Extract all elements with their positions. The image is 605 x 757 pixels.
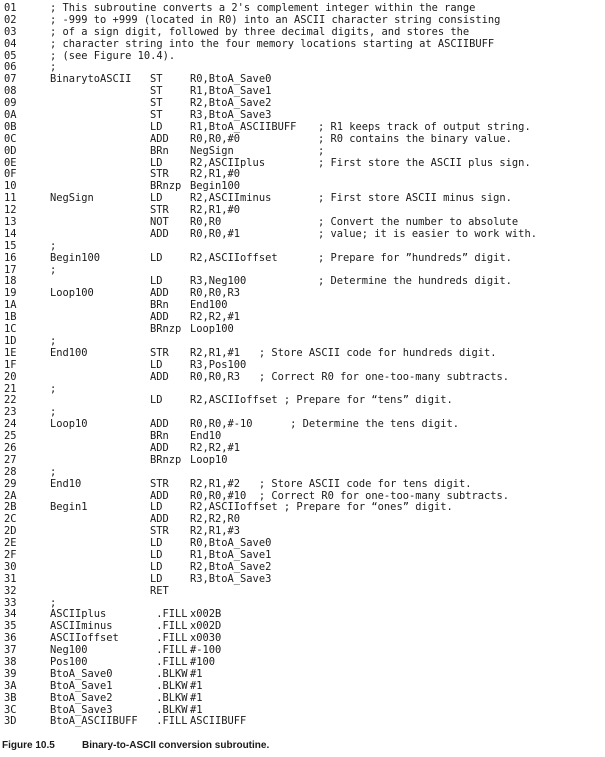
opcode: ADD <box>150 287 169 300</box>
code-label: Neg100 <box>50 644 88 657</box>
line-number: 2C <box>4 513 17 526</box>
line-number: 19 <box>4 287 17 300</box>
operands: R2,BtoA_Save2 <box>190 560 272 573</box>
line-number: 29 <box>4 477 17 490</box>
comment-line: ; <box>50 239 57 252</box>
opcode: ADD <box>150 489 169 502</box>
line-number: 36 <box>4 632 17 645</box>
code-line <box>4 574 537 586</box>
opcode: STR <box>150 346 169 359</box>
code-label: ASCIIplus <box>50 608 107 621</box>
operands: x0030 <box>190 632 222 645</box>
code-line <box>4 693 537 705</box>
opcode: ST <box>150 97 163 110</box>
inline-comment: ; R0 contains the binary value. <box>318 132 512 145</box>
code-line <box>4 324 537 336</box>
line-number: 23 <box>4 406 17 419</box>
code-line <box>4 443 537 455</box>
line-number: 2F <box>4 548 17 561</box>
inline-comment: ; <box>318 144 325 157</box>
operands: R0,BtoA_Save0 <box>190 73 272 86</box>
code-label: BtoA_ASCIIBUFF <box>50 715 138 728</box>
operands: ASCIIBUFF <box>190 715 247 728</box>
opcode: NOT <box>150 216 169 229</box>
comment-line: ; -999 to +999 (located in R0) into an ASCII character string consisting <box>50 13 501 26</box>
line-number: 21 <box>4 382 17 395</box>
opcode: BRn <box>150 430 169 443</box>
operands: R3,Pos100 <box>190 358 247 371</box>
code-line <box>4 716 537 728</box>
operands: R0,R0 <box>190 216 222 229</box>
opcode: .FILL <box>150 644 188 657</box>
opcode: ADD <box>150 132 169 145</box>
line-number: 3A <box>4 679 17 692</box>
code-label: Begin1 <box>50 501 88 514</box>
code-line <box>4 51 537 63</box>
opcode: LD <box>150 156 163 169</box>
code-line <box>4 669 537 681</box>
code-label: Pos100 <box>50 655 88 668</box>
comment-line: ; <box>50 465 57 478</box>
operands: Loop100 <box>190 323 234 336</box>
operands: R2,ASCIIplus <box>190 156 266 169</box>
operands: x002D <box>190 620 222 633</box>
code-line <box>4 122 537 134</box>
opcode: ST <box>150 85 163 98</box>
code-line <box>4 455 537 467</box>
line-number: 0A <box>4 109 17 122</box>
operands: R0,R0,#1 <box>190 227 241 240</box>
code-label: BtoA_Save3 <box>50 703 113 716</box>
line-number: 16 <box>4 251 17 264</box>
figure-number: Figure 10.5 <box>2 740 55 751</box>
opcode: ADD <box>150 441 169 454</box>
line-number: 3B <box>4 691 17 704</box>
operands: End100 <box>190 299 228 312</box>
comment-line: ; of a sign digit, followed by three decimal digits, and stores the <box>50 25 470 38</box>
line-number: 0F <box>4 168 17 181</box>
code-label: End10 <box>50 477 82 490</box>
opcode: LD <box>150 358 163 371</box>
line-number: 2A <box>4 489 17 502</box>
code-line <box>4 253 537 265</box>
line-number: 25 <box>4 430 17 443</box>
code-label: Loop10 <box>50 418 88 431</box>
operands: R2,R2,R0 <box>190 513 241 526</box>
opcode: .FILL <box>150 608 188 621</box>
line-number: 0D <box>4 144 17 157</box>
opcode: ADD <box>150 418 169 431</box>
code-line <box>4 158 537 170</box>
opcode: LD <box>150 560 163 573</box>
operands: R2,ASCIIminus <box>190 192 272 205</box>
opcode: STR <box>150 525 169 538</box>
operands: #1 <box>190 667 203 680</box>
opcode: BRn <box>150 144 169 157</box>
operands: R2,ASCIIoffset <box>190 251 278 264</box>
line-number: 06 <box>4 61 17 74</box>
line-number: 0E <box>4 156 17 169</box>
line-number: 28 <box>4 465 17 478</box>
line-number: 27 <box>4 453 17 466</box>
comment-line: ; <box>50 596 57 609</box>
code-line <box>4 169 537 181</box>
line-number: 2D <box>4 525 17 538</box>
operands: R2,R1,#1 ; Store ASCII code for hundreds digit. <box>190 346 497 359</box>
operands: R2,ASCIIoffset ; Prepare for “ones” digit. <box>190 501 453 514</box>
code-line <box>4 348 537 360</box>
line-number: 01 <box>4 2 17 14</box>
line-number: 04 <box>4 37 17 50</box>
operands: R2,R2,#1 <box>190 441 241 454</box>
figure-caption <box>2 740 269 751</box>
code-line <box>4 419 537 431</box>
line-number: 38 <box>4 655 17 668</box>
operands: Loop10 <box>190 453 228 466</box>
operands: R2,ASCIIoffset ; Prepare for “tens” digit. <box>190 394 453 407</box>
line-number: 30 <box>4 560 17 573</box>
line-number: 13 <box>4 216 17 229</box>
line-number: 33 <box>4 596 17 609</box>
opcode: LD <box>150 394 163 407</box>
opcode: LD <box>150 192 163 205</box>
inline-comment: ; R1 keeps track of output string. <box>318 120 531 133</box>
opcode: .FILL <box>150 632 188 645</box>
operands: R2,R1,#3 <box>190 525 241 538</box>
code-label: Begin100 <box>50 251 101 264</box>
opcode: .BLKW <box>150 703 188 716</box>
opcode: RET <box>150 584 169 597</box>
line-number: 1F <box>4 358 17 371</box>
line-number: 12 <box>4 204 17 217</box>
opcode: ADD <box>150 513 169 526</box>
operands: R2,R1,#0 <box>190 168 241 181</box>
operands: R2,R2,#1 <box>190 311 241 324</box>
operands: R0,BtoA_Save0 <box>190 537 272 550</box>
operands: R3,BtoA_Save3 <box>190 109 272 122</box>
operands: NegSign <box>190 144 234 157</box>
line-number: 1A <box>4 299 17 312</box>
operands: Begin100 <box>190 180 241 193</box>
comment-line: ; <box>50 406 57 419</box>
line-number: 1D <box>4 334 17 347</box>
operands: x002B <box>190 608 222 621</box>
line-number: 32 <box>4 584 17 597</box>
code-line <box>4 229 537 241</box>
line-number: 11 <box>4 192 17 205</box>
inline-comment: ; Prepare for ”hundreds” digit. <box>318 251 512 264</box>
line-number: 10 <box>4 180 17 193</box>
comment-line: ; <box>50 334 57 347</box>
code-line <box>4 502 537 514</box>
opcode: ADD <box>150 227 169 240</box>
line-number: 05 <box>4 49 17 62</box>
code-line <box>4 241 537 253</box>
line-number: 39 <box>4 667 17 680</box>
line-number: 24 <box>4 418 17 431</box>
figure-title: Binary-to-ASCII conversion subroutine. <box>82 740 270 751</box>
code-line <box>4 586 537 598</box>
operands: R0,R0,#0 <box>190 132 241 145</box>
operands: End10 <box>190 430 222 443</box>
code-line <box>4 15 537 27</box>
operands: R3,Neg100 <box>190 275 247 288</box>
line-number: 1E <box>4 346 17 359</box>
opcode: STR <box>150 204 169 217</box>
code-line <box>4 360 537 372</box>
line-number: 3D <box>4 715 17 728</box>
operands: #-100 <box>190 644 222 657</box>
opcode: ADD <box>150 311 169 324</box>
operands: #1 <box>190 679 203 692</box>
opcode: .BLKW <box>150 691 188 704</box>
inline-comment: ; Convert the number to absolute <box>318 216 519 229</box>
line-number: 0B <box>4 120 17 133</box>
operands: R2,R1,#2 ; Store ASCII code for tens digit. <box>190 477 472 490</box>
code-label: End100 <box>50 346 88 359</box>
code-line <box>4 300 537 312</box>
comment-line: ; (see Figure 10.4). <box>50 49 176 62</box>
line-number: 3C <box>4 703 17 716</box>
opcode: ADD <box>150 370 169 383</box>
code-line <box>4 479 537 491</box>
operands: R0,R0,R3 <box>190 287 241 300</box>
opcode: LD <box>150 275 163 288</box>
code-label: BtoA_Save2 <box>50 691 113 704</box>
inline-comment: ; First store the ASCII plus sign. <box>318 156 531 169</box>
code-label: ASCIIminus <box>50 620 113 633</box>
line-number: 2B <box>4 501 17 514</box>
comment-line: ; This subroutine converts a 2's complement integer within the range <box>50 2 476 14</box>
line-number: 07 <box>4 73 17 86</box>
line-number: 22 <box>4 394 17 407</box>
opcode: .FILL <box>150 715 188 728</box>
code-line <box>4 27 537 39</box>
line-number: 1B <box>4 311 17 324</box>
opcode: LD <box>150 120 163 133</box>
opcode: STR <box>150 168 169 181</box>
code-label: BinarytoASCII <box>50 73 132 86</box>
code-line <box>4 514 537 526</box>
line-number: 02 <box>4 13 17 26</box>
opcode: LD <box>150 251 163 264</box>
code-label: Loop100 <box>50 287 94 300</box>
inline-comment: ; Determine the hundreds digit. <box>318 275 512 288</box>
opcode: ST <box>150 73 163 86</box>
code-line <box>4 681 537 693</box>
line-number: 09 <box>4 97 17 110</box>
comment-line: ; <box>50 263 57 276</box>
code-line <box>4 288 537 300</box>
opcode: BRnzp <box>150 323 182 336</box>
code-line <box>4 395 537 407</box>
opcode: BRn <box>150 299 169 312</box>
code-label: BtoA_Save0 <box>50 667 113 680</box>
line-number: 18 <box>4 275 17 288</box>
comment-line: ; character string into the four memory locations starting at ASCIIBUFF <box>50 37 495 50</box>
opcode: .FILL <box>150 655 188 668</box>
operands: R1,BtoA_Save1 <box>190 85 272 98</box>
line-number: 26 <box>4 441 17 454</box>
code-line <box>4 372 537 384</box>
line-number: 34 <box>4 608 17 621</box>
line-number: 2E <box>4 537 17 550</box>
opcode: LD <box>150 537 163 550</box>
opcode: BRnzp <box>150 180 182 193</box>
operands: R1,BtoA_ASCIIBUFF <box>190 120 297 133</box>
operands: R0,R0,#10 ; Correct R0 for one-too-many subtracts. <box>190 489 510 502</box>
code-line <box>4 562 537 574</box>
opcode: .BLKW <box>150 679 188 692</box>
opcode: LD <box>150 501 163 514</box>
comment-line: ; <box>50 382 57 395</box>
line-number: 35 <box>4 620 17 633</box>
comment-line: ; <box>50 61 57 74</box>
code-line <box>4 467 537 479</box>
code-label: BtoA_Save1 <box>50 679 113 692</box>
code-line <box>4 146 537 158</box>
operands: #100 <box>190 655 216 668</box>
inline-comment: ; First store ASCII minus sign. <box>318 192 512 205</box>
operands: #1 <box>190 691 203 704</box>
opcode: STR <box>150 477 169 490</box>
operands: R3,BtoA_Save3 <box>190 572 272 585</box>
inline-comment: ; value; it is easier to work with. <box>318 227 537 240</box>
line-number: 20 <box>4 370 17 383</box>
operands: R2,BtoA_Save2 <box>190 97 272 110</box>
line-number: 15 <box>4 239 17 252</box>
line-number: 08 <box>4 85 17 98</box>
line-number: 14 <box>4 227 17 240</box>
line-number: 31 <box>4 572 17 585</box>
line-number: 37 <box>4 644 17 657</box>
code-line <box>4 431 537 443</box>
opcode: LD <box>150 548 163 561</box>
line-number: 03 <box>4 25 17 38</box>
operands: #1 <box>190 703 203 716</box>
operands: R0,R0,#-10 ; Determine the tens digit. <box>190 418 459 431</box>
operands: R1,BtoA_Save1 <box>190 548 272 561</box>
line-number: 1C <box>4 323 17 336</box>
code-line <box>4 193 537 205</box>
operands: R2,R1,#0 <box>190 204 241 217</box>
opcode: .BLKW <box>150 667 188 680</box>
opcode: ST <box>150 109 163 122</box>
code-listing <box>4 3 537 728</box>
code-line <box>4 312 537 324</box>
code-label: NegSign <box>50 192 94 205</box>
opcode: BRnzp <box>150 453 182 466</box>
code-line <box>4 39 537 51</box>
line-number: 17 <box>4 263 17 276</box>
code-label: ASCIIoffset <box>50 632 119 645</box>
line-number: 0C <box>4 132 17 145</box>
code-line <box>4 134 537 146</box>
operands: R0,R0,R3 ; Correct R0 for one-too-many subtracts. <box>190 370 510 383</box>
opcode: .FILL <box>150 620 188 633</box>
opcode: LD <box>150 572 163 585</box>
